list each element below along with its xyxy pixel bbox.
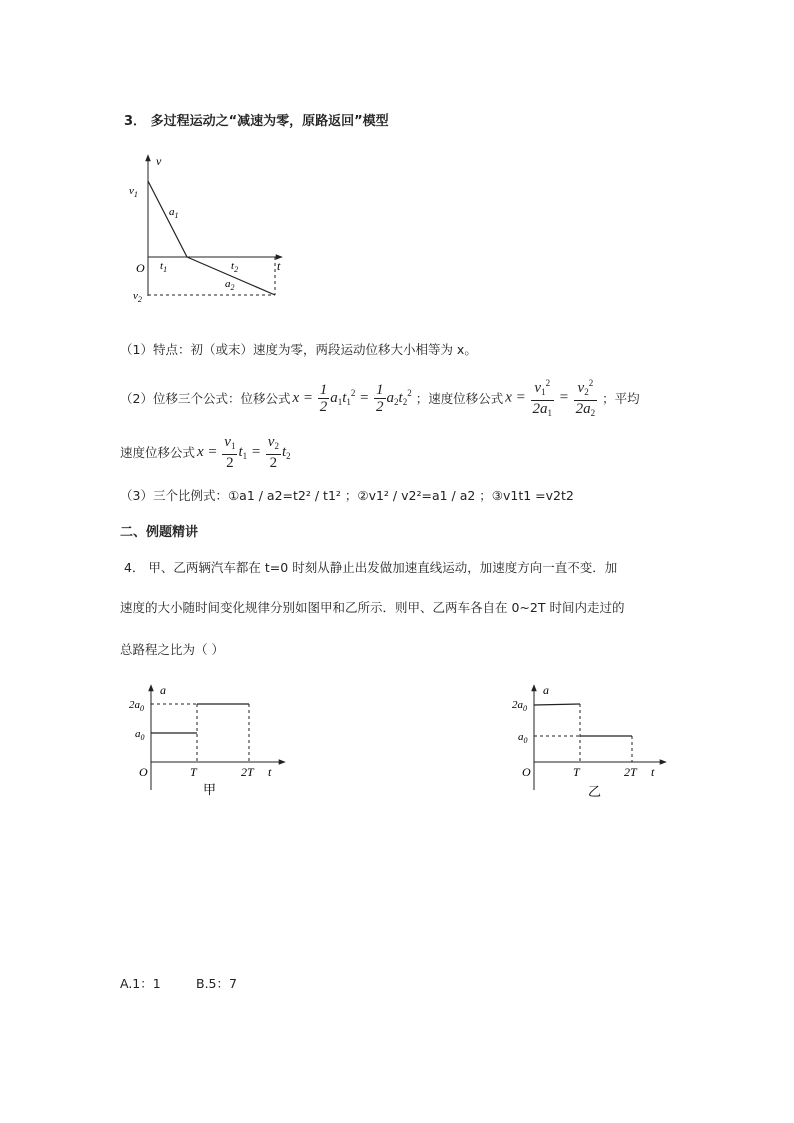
v2-label: $v_2$	[133, 290, 142, 304]
vt-graph	[125, 150, 295, 310]
yi-x-label: t	[651, 765, 655, 779]
t1-label: $t_1$	[160, 260, 168, 274]
jia-x-label: t	[268, 765, 272, 779]
origin-label: O	[136, 261, 145, 275]
yi-tick-2T: 2T	[624, 765, 637, 779]
jia-tick-2a0: $2a_0$	[129, 699, 144, 713]
jia-y-label: a	[160, 683, 166, 697]
jia-tick-2T: 2T	[241, 765, 254, 779]
jia-origin: O	[139, 765, 148, 779]
question-4-line-3: 总路程之比为（ ）	[120, 642, 224, 657]
item-2-line-1	[120, 378, 640, 418]
yi-caption: 乙	[588, 784, 602, 799]
item-3-text: （3）三个比例式：①a1 / a2=t2² / t1² ；②v1² / v2²=a1 / a2 ；③v1t1 =v2t2	[120, 488, 574, 503]
jia-tick-a0: $a_0$	[135, 728, 145, 742]
t2-label: $t_2$	[231, 260, 239, 274]
item-2-prefix: （2）位移三个公式：位移公式	[120, 391, 291, 406]
yi-2a0-segment	[534, 704, 580, 705]
item-1-text: （1）特点：初（或末）速度为零，两段运动位移大小相等为 x。	[120, 342, 477, 357]
jia-tick-T: T	[190, 765, 197, 779]
formula-average-velocity: x = $\frac{v_1}{2}$ $t_1$ = $\frac{v_2}{2}$ $t_2$	[197, 433, 291, 471]
a2-label: $a_2$	[225, 278, 235, 292]
yi-tick-2a0: $2a_0$	[512, 699, 527, 713]
chart-yi	[508, 680, 678, 805]
yi-y-label: a	[543, 683, 549, 697]
section-2-title: 二、例题精讲	[120, 525, 199, 540]
item-2-suffix: ；平均	[602, 391, 640, 406]
question-4-line-2: 速度的大小随时间变化规律分别如图甲和乙所示．则甲、乙两车各自在 0~2T 时间内走过的	[120, 600, 625, 615]
formula-displacement: x = $\frac{1}{2}$ $a_1t_1^2$ = $\frac{1}{2}$ $a_2t_2^2$	[292, 381, 412, 415]
yi-origin: O	[522, 765, 531, 779]
v-axis-label: v	[156, 154, 162, 168]
a1-label: $a_1$	[169, 206, 179, 220]
question-4-line-1: 4． 甲、乙两辆汽车都在 t=0 时刻从静止出发做加速直线运动，加速度方向一直不变．加	[124, 560, 618, 575]
yi-tick-T: T	[573, 765, 580, 779]
yi-tick-a0: $a_0$	[518, 731, 528, 745]
item-2-line-2	[120, 432, 291, 472]
item-2-line2-prefix: 速度位移公式	[120, 445, 196, 460]
segment-a1	[148, 181, 187, 257]
t-axis-label: t	[277, 259, 281, 273]
option-a[interactable]: A.1：1	[120, 976, 161, 991]
section-3-title: 3． 多过程运动之“减速为零，原路返回”模型	[124, 114, 389, 129]
v1-label: $v_1$	[129, 185, 138, 199]
option-b[interactable]: B.5：7	[196, 976, 237, 991]
chart-jia	[125, 680, 295, 805]
jia-caption: 甲	[203, 782, 217, 797]
formula-velocity-displacement: x = $\frac{v_1^2}{2a_1}$ = $\frac{v_2^2}{2a_2}$	[505, 375, 598, 421]
item-2-mid: ；速度位移公式	[415, 391, 504, 406]
